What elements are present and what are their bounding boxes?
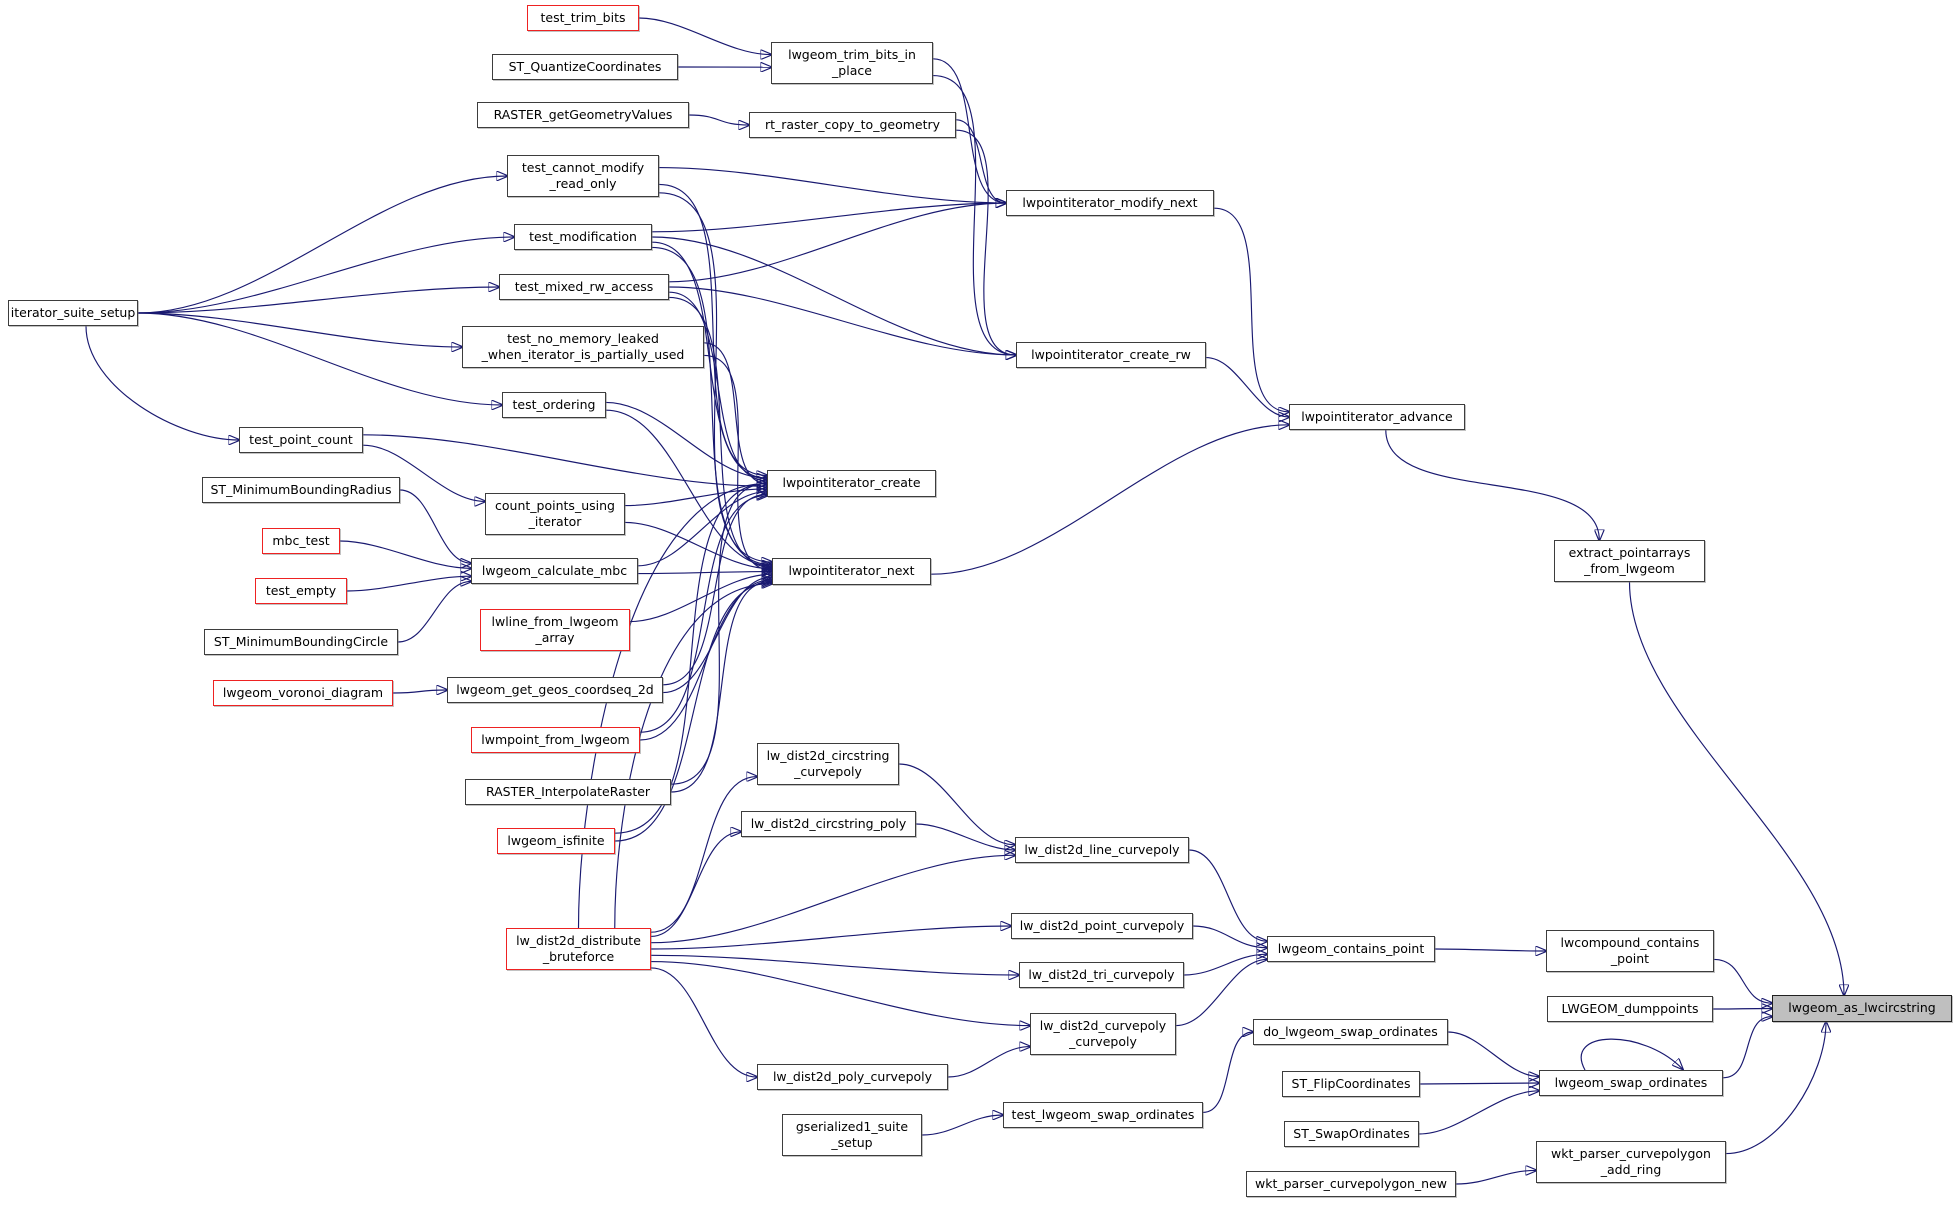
node-label: lwgeom_as_lwcircstring xyxy=(1788,1000,1936,1016)
edge-test_cannot_modify_read_only--lwpointiterator_modify_next xyxy=(659,168,1006,203)
edge-lwpointiterator_advance--extract_pointarrays_from_lwgeom xyxy=(1386,430,1600,540)
node-label: lw_dist2d_line_curvepoly xyxy=(1024,841,1180,857)
node-lwpointiterator_modify_next[interactable] xyxy=(1006,190,1214,216)
edge-lw_dist2d_circstring_poly--lw_dist2d_line_curvepoly xyxy=(916,824,1015,850)
node-label: _bruteforce xyxy=(542,949,615,964)
node-label: extract_pointarrays xyxy=(1568,544,1691,560)
node-lwmpoint_from_lwgeom[interactable] xyxy=(471,727,640,753)
edge-lwgeom_contains_point--lwcompound_contains_point xyxy=(1435,949,1546,951)
edge-lwpointiterator_modify_next--lwpointiterator_advance xyxy=(1214,208,1289,412)
node-label: wkt_parser_curvepolygon_new xyxy=(1254,1175,1447,1191)
node-label: lwgeom_get_geos_coordseq_2d xyxy=(456,681,654,697)
edge-lw_dist2d_line_curvepoly--lwgeom_contains_point xyxy=(1189,850,1267,941)
node-label: lw_dist2d_poly_curvepoly xyxy=(772,1068,933,1084)
edge-lwgeom_swap_ordinates--lwgeom_swap_ordinates xyxy=(1581,1039,1682,1070)
node-extract_pointarrays_from_lwgeom[interactable] xyxy=(1554,540,1705,582)
node-lwgeom_voronoi_diagram[interactable] xyxy=(213,680,393,706)
node-test_mixed_rw_access[interactable] xyxy=(499,274,669,300)
node-test_ordering[interactable] xyxy=(502,392,606,418)
node-test_lwgeom_swap_ordinates[interactable] xyxy=(1003,1102,1203,1128)
node-label: _when_iterator_is_partially_used xyxy=(481,347,685,362)
node-lwgeom_trim_bits_in_place[interactable] xyxy=(771,42,933,84)
node-lwline_from_lwgeom_array[interactable] xyxy=(480,609,630,651)
node-lwgeom_calculate_mbc[interactable] xyxy=(471,558,638,584)
node-label: test_empty xyxy=(265,582,337,598)
edge-lwline_from_lwgeom_array--lwpointiterator_next xyxy=(630,574,772,621)
node-label: iterator_suite_setup xyxy=(10,304,136,320)
node-label: _add_ring xyxy=(1600,1162,1662,1177)
node-test_trim_bits[interactable] xyxy=(527,5,639,31)
edge-test_point_count--lwpointiterator_create xyxy=(363,435,767,486)
edge-gserialized1_suite_setup--test_lwgeom_swap_ordinates xyxy=(922,1115,1003,1135)
edge-count_points_using_iterator--lwpointiterator_next xyxy=(625,522,772,568)
edge-lw_dist2d_distribute_bruteforce--lw_dist2d_curvepoly_curvepoly xyxy=(651,962,1030,1026)
edge-RASTER_getGeometryValues--rt_raster_copy_to_geometry xyxy=(689,115,749,125)
node-RASTER_getGeometryValues[interactable] xyxy=(477,102,689,128)
node-label: lw_dist2d_tri_curvepoly xyxy=(1028,966,1175,982)
node-label: lwpointiterator_advance xyxy=(1301,408,1453,424)
edge-lwgeom_get_geos_coordseq_2d--lwpointiterator_next xyxy=(663,577,772,693)
node-label: RASTER_getGeometryValues xyxy=(493,106,673,122)
edge-lw_dist2d_poly_curvepoly--lw_dist2d_curvepoly_curvepoly xyxy=(948,1047,1030,1077)
edge-wkt_parser_curvepolygon_new--wkt_parser_curvepolygon_add_ring xyxy=(1456,1170,1536,1184)
node-label: lwgeom_swap_ordinates xyxy=(1554,1074,1708,1090)
node-label: lwmpoint_from_lwgeom xyxy=(481,731,630,747)
node-lwpointiterator_create_rw[interactable] xyxy=(1016,342,1206,368)
node-label: lwgeom_trim_bits_in xyxy=(788,46,916,62)
node-lwgeom_isfinite[interactable] xyxy=(497,828,615,854)
node-lwpointiterator_next[interactable] xyxy=(772,558,931,585)
node-iterator_suite_setup[interactable] xyxy=(8,300,138,326)
edge-lw_dist2d_distribute_bruteforce--lw_dist2d_line_curvepoly xyxy=(651,855,1015,943)
node-ST_SwapOrdinates[interactable] xyxy=(1284,1121,1419,1147)
edge-test_trim_bits--lwgeom_trim_bits_in_place xyxy=(639,18,771,55)
node-ST_FlipCoordinates[interactable] xyxy=(1282,1071,1420,1097)
node-label: test_modification xyxy=(529,228,637,244)
edge-ST_MinimumBoundingCircle--lwgeom_calculate_mbc xyxy=(398,581,471,642)
node-wkt_parser_curvepolygon_new[interactable] xyxy=(1246,1171,1456,1197)
edge-lwcompound_contains_point--lwgeom_as_lwcircstring xyxy=(1714,959,1772,1003)
node-label: _curvepoly xyxy=(1069,1034,1137,1049)
node-label: lw_dist2d_curvepoly xyxy=(1039,1017,1167,1033)
node-test_no_memory_leaked[interactable] xyxy=(462,326,704,368)
node-label: lwgeom_isfinite xyxy=(507,832,605,848)
edge-test_mixed_rw_access--lwpointiterator_create_rw xyxy=(669,287,1016,355)
node-label: test_cannot_modify xyxy=(521,159,645,175)
node-lwgeom_get_geos_coordseq_2d[interactable] xyxy=(447,677,663,703)
node-label: test_ordering xyxy=(512,396,596,412)
edge-do_lwgeom_swap_ordinates--lwgeom_swap_ordinates xyxy=(1448,1032,1539,1077)
node-ST_QuantizeCoordinates[interactable] xyxy=(492,54,678,80)
node-label: _setup xyxy=(831,1135,873,1150)
node-do_lwgeom_swap_ordinates[interactable] xyxy=(1253,1019,1448,1045)
node-lw_dist2d_circstring_poly[interactable] xyxy=(741,811,916,837)
node-label: RASTER_InterpolateRaster xyxy=(485,783,651,799)
node-label: do_lwgeom_swap_ordinates xyxy=(1263,1023,1438,1039)
node-RASTER_InterpolateRaster[interactable] xyxy=(465,779,671,805)
edge-test_mixed_rw_access--lwpointiterator_modify_next xyxy=(669,203,1006,282)
node-lw_dist2d_poly_curvepoly[interactable] xyxy=(757,1064,948,1090)
node-label: lw_dist2d_circstring_poly xyxy=(750,815,907,831)
node-lw_dist2d_point_curvepoly[interactable] xyxy=(1011,913,1193,939)
node-label: lwline_from_lwgeom xyxy=(491,613,619,629)
node-lw_dist2d_circstring_curvepoly[interactable] xyxy=(757,743,899,785)
node-lw_dist2d_line_curvepoly[interactable] xyxy=(1015,837,1189,863)
edge-iterator_suite_setup--test_modification xyxy=(138,237,514,313)
edge-ST_SwapOrdinates--lwgeom_swap_ordinates xyxy=(1419,1091,1539,1134)
edge-lwgeom_voronoi_diagram--lwgeom_get_geos_coordseq_2d xyxy=(393,690,447,693)
edge-wkt_parser_curvepolygon_add_ring--lwgeom_as_lwcircstring xyxy=(1726,1022,1826,1154)
edge-ST_FlipCoordinates--lwgeom_swap_ordinates xyxy=(1420,1083,1539,1084)
node-test_empty[interactable] xyxy=(255,578,347,604)
node-label: lwpointiterator_modify_next xyxy=(1022,194,1198,210)
edge-lwpointiterator_create_rw--lwpointiterator_advance xyxy=(1206,358,1289,417)
node-label: _from_lwgeom xyxy=(1584,561,1675,576)
edge-lw_dist2d_distribute_bruteforce--lw_dist2d_poly_curvepoly xyxy=(651,968,757,1077)
node-test_modification[interactable] xyxy=(514,224,652,250)
edge-lw_dist2d_curvepoly_curvepoly--lwgeom_contains_point xyxy=(1176,959,1267,1025)
node-lwgeom_swap_ordinates[interactable] xyxy=(1539,1070,1723,1096)
node-label: LWGEOM_dumppoints xyxy=(1561,1000,1699,1016)
node-count_points_using_iterator[interactable] xyxy=(485,493,625,535)
node-label: ST_QuantizeCoordinates xyxy=(508,58,662,74)
node-label: _read_only xyxy=(549,176,617,191)
node-label: test_trim_bits xyxy=(540,9,626,25)
node-label: lwpointiterator_next xyxy=(788,563,915,579)
node-lw_dist2d_curvepoly_curvepoly[interactable] xyxy=(1030,1013,1176,1055)
node-test_point_count[interactable] xyxy=(239,427,363,453)
edge-lwgeom_swap_ordinates--lwgeom_as_lwcircstring xyxy=(1723,1017,1772,1078)
edge-lw_dist2d_tri_curvepoly--lwgeom_contains_point xyxy=(1184,954,1267,975)
node-label: ST_MinimumBoundingRadius xyxy=(210,481,392,497)
edge-lw_dist2d_distribute_bruteforce--lw_dist2d_circstring_poly xyxy=(651,832,741,937)
node-label: lwgeom_voronoi_diagram xyxy=(222,684,384,700)
node-label: _curvepoly xyxy=(794,764,862,779)
node-rt_raster_copy_to_geometry[interactable] xyxy=(749,112,956,138)
node-test_cannot_modify_read_only[interactable] xyxy=(507,155,659,197)
node-lw_dist2d_distribute_bruteforce[interactable] xyxy=(506,928,651,970)
node-label: _iterator xyxy=(528,514,582,529)
edge-lw_dist2d_distribute_bruteforce--lwpointiterator_create xyxy=(579,484,768,929)
edge-lwpointiterator_next--lwpointiterator_advance xyxy=(931,425,1289,574)
edge-test_no_memory_leaked--lwpointiterator_create xyxy=(704,343,767,484)
node-label: lw_dist2d_point_curvepoly xyxy=(1019,917,1185,933)
node-lwgeom_contains_point[interactable] xyxy=(1267,936,1435,962)
node-label: lw_dist2d_distribute xyxy=(516,932,641,948)
node-label: test_point_count xyxy=(249,431,353,447)
node-label: lw_dist2d_circstring xyxy=(766,747,890,763)
node-label: count_points_using xyxy=(495,497,615,513)
node-ST_MinimumBoundingCircle[interactable] xyxy=(204,629,398,655)
edge-test_lwgeom_swap_ordinates--do_lwgeom_swap_ordinates xyxy=(1203,1032,1253,1112)
node-mbc_test[interactable] xyxy=(262,528,340,554)
node-label: lwpointiterator_create_rw xyxy=(1031,346,1191,362)
node-label: _array xyxy=(535,630,575,645)
node-lwcompound_contains_point[interactable] xyxy=(1546,930,1714,972)
edge-lwgeom_calculate_mbc--lwpointiterator_next xyxy=(638,572,772,574)
edge-mbc_test--lwgeom_calculate_mbc xyxy=(340,541,471,568)
edge-ST_MinimumBoundingRadius--lwgeom_calculate_mbc xyxy=(400,490,471,563)
node-label: _place xyxy=(832,63,872,78)
node-label: test_mixed_rw_access xyxy=(514,278,654,294)
edge-iterator_suite_setup--test_ordering xyxy=(138,313,502,405)
node-label: wkt_parser_curvepolygon xyxy=(1551,1145,1711,1161)
node-label: lwcompound_contains xyxy=(1560,934,1700,950)
edge-lw_dist2d_circstring_curvepoly--lw_dist2d_line_curvepoly xyxy=(899,764,1015,845)
node-wkt_parser_curvepolygon_add_ring[interactable] xyxy=(1536,1141,1726,1183)
node-label: lwpointiterator_create xyxy=(782,475,921,491)
node-lwgeom_as_lwcircstring xyxy=(1772,995,1952,1022)
node-lwpointiterator_create[interactable] xyxy=(767,470,936,497)
edge-rt_raster_copy_to_geometry--lwpointiterator_create_rw xyxy=(956,130,1016,355)
node-label: gserialized1_suite xyxy=(795,1118,909,1134)
node-label: test_lwgeom_swap_ordinates xyxy=(1011,1106,1195,1122)
node-gserialized1_suite_setup[interactable] xyxy=(782,1114,922,1156)
node-label: lwgeom_contains_point xyxy=(1277,940,1425,956)
node-ST_MinimumBoundingRadius[interactable] xyxy=(202,477,400,503)
node-LWGEOM_dumppoints[interactable] xyxy=(1547,996,1713,1022)
node-label: test_no_memory_leaked xyxy=(507,330,659,346)
edge-iterator_suite_setup--test_cannot_modify_read_only xyxy=(138,176,507,313)
node-lw_dist2d_tri_curvepoly[interactable] xyxy=(1019,962,1184,988)
node-lwpointiterator_advance[interactable] xyxy=(1289,404,1465,430)
node-label: ST_MinimumBoundingCircle xyxy=(213,633,389,649)
edge-lw_dist2d_point_curvepoly--lwgeom_contains_point xyxy=(1193,926,1267,948)
edge-rt_raster_copy_to_geometry--lwpointiterator_modify_next xyxy=(956,120,1006,203)
edge-LWGEOM_dumppoints--lwgeom_as_lwcircstring xyxy=(1713,1009,1772,1010)
node-label: lwgeom_calculate_mbc xyxy=(481,562,628,578)
edge-iterator_suite_setup--test_point_count xyxy=(86,326,239,440)
edge-test_cannot_modify_read_only--lwpointiterator_next xyxy=(659,193,772,562)
node-label: ST_FlipCoordinates xyxy=(1291,1075,1411,1091)
node-label: _point xyxy=(1610,951,1650,966)
node-label: ST_SwapOrdinates xyxy=(1293,1125,1410,1141)
node-label: mbc_test xyxy=(272,532,330,548)
edge-test_no_memory_leaked--lwpointiterator_next xyxy=(704,355,772,570)
node-label: rt_raster_copy_to_geometry xyxy=(764,116,941,132)
